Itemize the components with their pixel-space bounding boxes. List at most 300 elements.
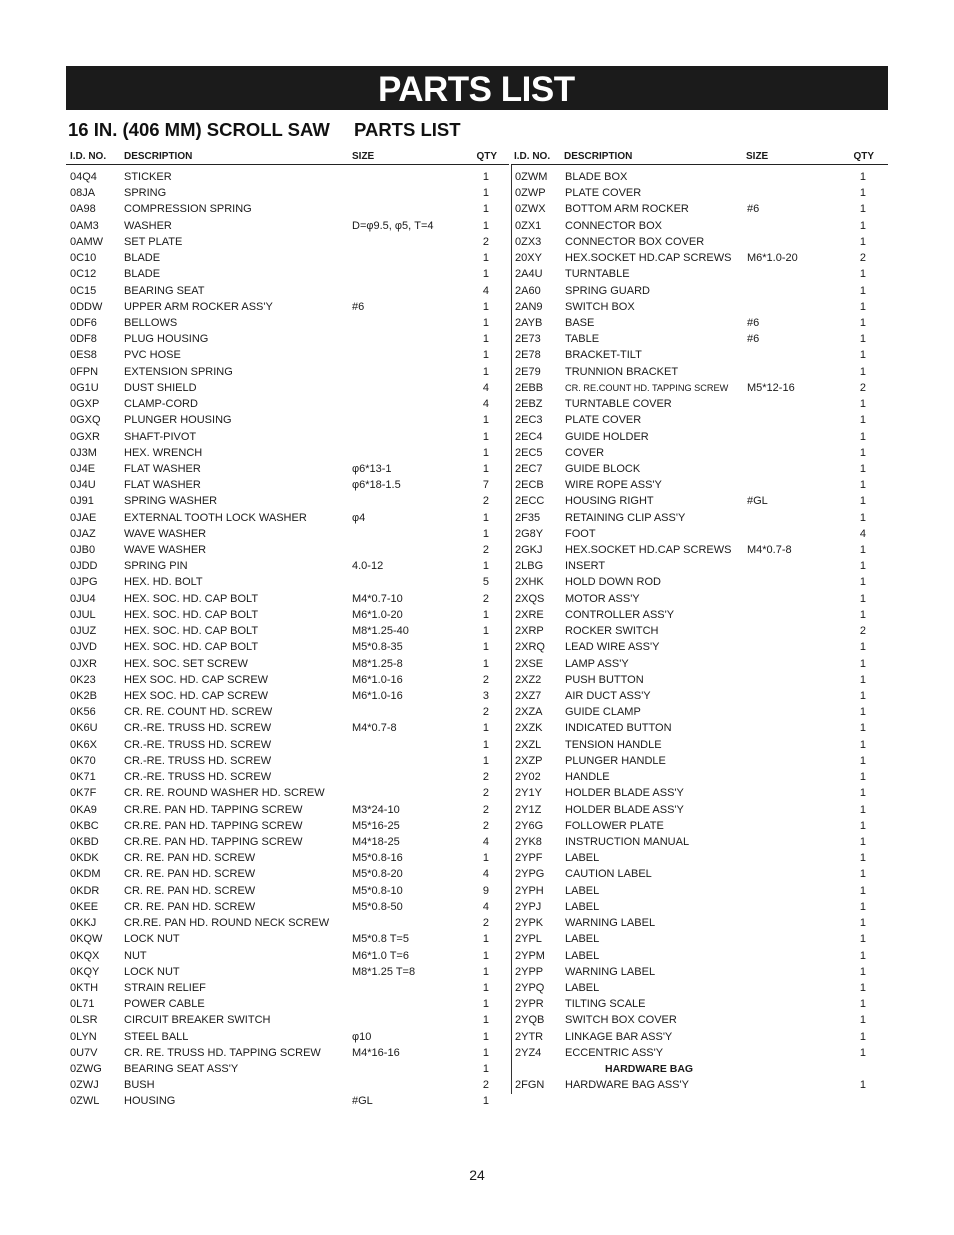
parts-list-heading: PARTS LIST — [354, 119, 461, 140]
part-size: φ4 — [352, 511, 366, 524]
table-row — [512, 494, 888, 510]
part-qty: 2 — [482, 235, 489, 248]
part-description: WARNING LABEL — [565, 965, 656, 978]
table-row — [512, 608, 888, 624]
table-row — [66, 738, 509, 754]
part-qty: 7 — [482, 479, 489, 492]
part-id: 0JPG — [70, 576, 98, 589]
part-id: 0K7F — [70, 787, 97, 800]
part-description: CR. RE. PAN HD. SCREW — [124, 868, 256, 881]
part-qty: 1 — [859, 187, 866, 200]
part-qty: 4 — [482, 284, 489, 297]
part-id: 0L71 — [70, 998, 95, 1011]
part-description: HEX. WRENCH — [124, 446, 203, 459]
table-row — [66, 251, 509, 267]
title-banner — [66, 66, 888, 110]
table-body — [66, 165, 509, 1111]
part-id: 2F35 — [515, 511, 541, 524]
table-row — [66, 997, 509, 1013]
part-id: 0ZWG — [70, 1063, 102, 1076]
part-qty: 2 — [482, 787, 489, 800]
table-row — [66, 494, 509, 510]
part-description: STICKER — [124, 171, 172, 183]
part-id: 0K6X — [70, 738, 97, 751]
part-description: LOCK NUT — [124, 965, 180, 978]
part-description: BRACKET-TILT — [565, 349, 642, 362]
part-description: WASHER — [124, 219, 172, 232]
table-row — [66, 624, 509, 640]
part-qty: 2 — [482, 673, 489, 686]
part-id: 0KKJ — [70, 917, 97, 930]
part-id: 2XRP — [515, 625, 544, 638]
part-size: M8*1.25-8 — [352, 657, 403, 670]
header-description: DESCRIPTION — [564, 151, 633, 162]
part-qty: 2 — [482, 1079, 489, 1092]
table-row — [66, 527, 509, 543]
part-id: 2XZL — [515, 738, 542, 751]
part-id: 0ZWM — [515, 171, 548, 183]
part-id: 2YQB — [515, 1014, 545, 1027]
table-row — [512, 851, 888, 867]
part-id: 2EC3 — [515, 414, 543, 427]
part-size: M4*0.7-8 — [747, 544, 792, 557]
table-row — [66, 381, 509, 397]
part-size: φ10 — [352, 1030, 372, 1043]
part-size: M5*12-16 — [747, 381, 795, 394]
part-description: CR. RE. ROUND WASHER HD. SCREW — [124, 787, 325, 800]
part-id: 0U7V — [70, 1046, 98, 1059]
header-qty: QTY — [853, 151, 874, 162]
part-id: 2YPP — [515, 965, 544, 978]
part-id: 0JVD — [70, 641, 97, 654]
part-qty: 1 — [859, 365, 866, 378]
part-id: 2YPM — [515, 949, 545, 962]
part-description: TRUNNION BRACKET — [565, 365, 679, 378]
part-size: M6*1.0-20 — [352, 608, 403, 621]
part-description: HEX. SOC. HD. CAP BOLT — [124, 625, 259, 638]
part-size: M5*0.8 T=5 — [352, 933, 409, 946]
part-description: WAVE WASHER — [124, 527, 207, 540]
table-row — [66, 430, 509, 446]
part-qty: 1 — [859, 754, 866, 767]
part-size: #GL — [747, 495, 768, 508]
part-description: BLADE BOX — [565, 171, 628, 183]
part-qty: 1 — [859, 981, 866, 994]
part-id: 04Q4 — [70, 171, 97, 183]
part-qty: 1 — [482, 560, 489, 573]
part-description: LABEL — [565, 933, 600, 946]
part-description: SWITCH BOX — [565, 300, 635, 313]
part-description: POWER CABLE — [124, 998, 205, 1011]
part-qty: 4 — [482, 381, 489, 394]
part-description: LABEL — [565, 981, 600, 994]
part-qty: 1 — [859, 917, 866, 930]
table-row — [66, 170, 509, 186]
part-size: #GL — [352, 1095, 373, 1108]
table-row — [512, 916, 888, 932]
table-row — [512, 819, 888, 835]
table-row — [66, 202, 509, 218]
part-description: HEX.SOCKET HD.CAP SCREWS — [565, 252, 732, 265]
table-row — [512, 381, 888, 397]
part-id: 0GXR — [70, 430, 100, 443]
part-qty: 1 — [859, 560, 866, 573]
part-qty: 4 — [482, 868, 489, 881]
part-qty: 3 — [482, 690, 489, 702]
table-row — [66, 478, 509, 494]
part-id: 2YPH — [515, 884, 544, 897]
table-row — [512, 413, 888, 429]
part-qty: 1 — [859, 316, 866, 329]
table-row — [66, 511, 509, 527]
part-id: 2G8Y — [515, 527, 544, 540]
part-description: RETAINING CLIP ASS'Y — [565, 511, 686, 524]
part-id: 0GXP — [70, 398, 100, 411]
part-description: HARDWARE BAG ASS'Y — [565, 1079, 689, 1092]
part-size: #6 — [747, 316, 760, 329]
part-description: CR.-RE. TRUSS HD. SCREW — [124, 722, 272, 735]
part-id: 2YK8 — [515, 835, 542, 848]
part-qty: 1 — [859, 738, 866, 751]
table-header — [66, 150, 509, 165]
part-description: CR. RE. PAN HD. SCREW — [124, 900, 256, 913]
parts-table-right — [511, 150, 888, 1094]
part-id: 2Y1Y — [515, 787, 542, 800]
table-row — [512, 640, 888, 656]
table-row — [66, 981, 509, 997]
part-description: ECCENTRIC ASS'Y — [565, 1046, 664, 1059]
part-description: LABEL — [565, 852, 600, 865]
part-qty: 1 — [482, 657, 489, 670]
part-description: PLUNGER HOUSING — [124, 414, 232, 427]
part-description: CR. RE. PAN HD. SCREW — [124, 884, 256, 897]
part-id: 2YPJ — [515, 900, 542, 913]
part-id: 0JUL — [70, 608, 96, 621]
part-id: 2GKJ — [515, 544, 543, 557]
part-size: #6 — [352, 300, 365, 313]
part-id: 0LSR — [70, 1014, 98, 1027]
part-id: 0J4E — [70, 462, 96, 475]
part-id: 0KDM — [70, 868, 101, 881]
table-row — [512, 527, 888, 543]
part-id: 0DF6 — [70, 316, 97, 329]
part-qty: 1 — [859, 771, 866, 784]
part-qty: 1 — [482, 527, 489, 540]
table-row — [66, 413, 509, 429]
part-id: 0JB0 — [70, 544, 96, 557]
part-description: TILTING SCALE — [565, 998, 646, 1011]
table-subheading — [512, 1062, 888, 1078]
part-qty: 4 — [482, 398, 489, 411]
part-description: CAUTION LABEL — [565, 868, 652, 881]
part-description: LAMP ASS'Y — [565, 657, 629, 670]
part-size: M5*0.8-50 — [352, 900, 403, 913]
part-description: HEX SOC. HD. CAP SCREW — [124, 690, 269, 702]
part-description: WARNING LABEL — [565, 917, 656, 930]
part-description: SET PLATE — [124, 235, 183, 248]
part-size: M8*1.25-40 — [352, 625, 409, 638]
table-row — [66, 316, 509, 332]
part-id: 0JDD — [70, 560, 98, 573]
part-id: 0A98 — [70, 203, 96, 216]
table-row — [512, 430, 888, 446]
part-id: 2XZ7 — [515, 690, 542, 702]
part-qty: 1 — [859, 1079, 866, 1092]
table-row — [66, 332, 509, 348]
part-id: 2Y1Z — [515, 803, 542, 816]
part-description: HEX. SOC. HD. CAP BOLT — [124, 592, 259, 605]
table-row — [512, 348, 888, 364]
table-row — [512, 575, 888, 591]
part-description: HEX. SOC. HD. CAP BOLT — [124, 608, 259, 621]
part-qty: 1 — [859, 965, 866, 978]
table-row — [512, 884, 888, 900]
part-id: 2EC5 — [515, 446, 543, 459]
part-qty: 2 — [482, 819, 489, 832]
part-id: 2YPR — [515, 998, 544, 1011]
part-qty: 2 — [482, 803, 489, 816]
part-size: M4*18-25 — [352, 835, 400, 848]
part-description: BELLOWS — [124, 316, 178, 329]
table-row — [512, 997, 888, 1013]
table-row — [66, 705, 509, 721]
part-description: PLATE COVER — [565, 414, 642, 427]
part-qty: 4 — [859, 527, 866, 540]
part-qty: 9 — [482, 884, 489, 897]
part-id: 0AM3 — [70, 219, 99, 232]
part-id: 0C15 — [70, 284, 97, 297]
part-size: M4*0.7-8 — [352, 722, 397, 735]
part-qty: 1 — [859, 868, 866, 881]
table-row — [512, 365, 888, 381]
part-id: 2EBB — [515, 381, 544, 394]
table-row — [512, 949, 888, 965]
part-id: 0K6U — [70, 722, 98, 735]
part-description: HANDLE — [565, 771, 610, 784]
part-id: 2YZ4 — [515, 1046, 542, 1059]
part-description: LINKAGE BAR ASS'Y — [565, 1030, 673, 1043]
table-row — [66, 365, 509, 381]
table-row — [66, 235, 509, 251]
part-description: BLADE — [124, 268, 161, 281]
part-qty: 1 — [859, 1030, 866, 1043]
part-qty: 2 — [482, 771, 489, 784]
part-id: 2E73 — [515, 333, 541, 346]
part-id: 0ZWP — [515, 187, 546, 200]
part-id: 0KA9 — [70, 803, 97, 816]
part-description: COMPRESSION SPRING — [124, 203, 252, 216]
page-number: 24 — [469, 1167, 485, 1183]
table-row — [512, 186, 888, 202]
part-description: CR. RE. TRUSS HD. TAPPING SCREW — [124, 1046, 321, 1059]
part-id: 2Y6G — [515, 819, 544, 832]
table-row — [512, 170, 888, 186]
part-description: CR.-RE. TRUSS HD. SCREW — [124, 771, 272, 784]
part-id: 2AN9 — [515, 300, 543, 313]
part-id: 0DDW — [70, 300, 103, 313]
part-description: CR.RE. PAN HD. TAPPING SCREW — [124, 835, 303, 848]
part-description: HOLD DOWN ROD — [565, 576, 661, 589]
part-qty: 1 — [859, 462, 866, 475]
table-row — [66, 786, 509, 802]
part-size: M4*0.7-10 — [352, 592, 403, 605]
part-qty: 1 — [859, 852, 866, 865]
part-description: SWITCH BOX COVER — [565, 1014, 677, 1027]
part-id: 2YTR — [515, 1030, 544, 1043]
table-row — [512, 559, 888, 575]
table-row — [66, 819, 509, 835]
table-row — [512, 624, 888, 640]
part-description: CR.RE. PAN HD. TAPPING SCREW — [124, 803, 303, 816]
part-qty: 1 — [859, 171, 866, 183]
part-description: HOLDER BLADE ASS'Y — [565, 787, 684, 800]
part-id: 0K2B — [70, 690, 97, 702]
table-row — [512, 219, 888, 235]
part-description: INSTRUCTION MANUAL — [565, 835, 690, 848]
table-body — [511, 165, 888, 1094]
part-qty: 1 — [859, 803, 866, 816]
header-size: SIZE — [352, 151, 375, 162]
part-qty: 2 — [482, 917, 489, 930]
table-row — [512, 332, 888, 348]
part-qty: 1 — [482, 219, 489, 232]
part-qty: 1 — [482, 171, 489, 183]
table-row — [512, 235, 888, 251]
table-row — [66, 267, 509, 283]
part-qty: 1 — [482, 949, 489, 962]
part-qty: 1 — [482, 365, 489, 378]
part-description: BLADE — [124, 252, 161, 265]
table-row — [512, 1078, 888, 1094]
part-id: 0ES8 — [70, 349, 97, 362]
part-description: PUSH BUTTON — [565, 673, 644, 686]
table-row — [66, 721, 509, 737]
part-qty: 1 — [859, 479, 866, 492]
part-id: 0C12 — [70, 268, 97, 281]
table-row — [66, 446, 509, 462]
part-size: M4*16-16 — [352, 1046, 400, 1059]
part-id: 2XZA — [515, 706, 543, 719]
table-row — [512, 397, 888, 413]
part-description: CR. RE.COUNT HD. TAPPING SCREW — [565, 382, 729, 393]
table-row — [66, 689, 509, 705]
part-qty: 2 — [859, 381, 866, 394]
header-qty: QTY — [476, 151, 497, 162]
part-qty: 1 — [482, 738, 489, 751]
part-id: 0ZWX — [515, 203, 546, 216]
part-id: 2FGN — [515, 1079, 545, 1092]
part-qty: 1 — [859, 495, 866, 508]
part-id: 0KTH — [70, 981, 99, 994]
part-id: 0K70 — [70, 754, 96, 767]
part-qty: 1 — [859, 608, 866, 621]
part-id: 2EBZ — [515, 398, 543, 411]
table-row — [512, 1046, 888, 1062]
part-size: 4.0-12 — [352, 560, 384, 573]
part-id: 0DF8 — [70, 333, 97, 346]
part-qty: 1 — [482, 981, 489, 994]
table-row — [66, 1094, 509, 1110]
table-row — [66, 673, 509, 689]
part-id: 20XY — [515, 252, 542, 265]
part-qty: 1 — [482, 933, 489, 946]
table-row — [512, 284, 888, 300]
table-row — [66, 559, 509, 575]
parts-table-left — [66, 150, 509, 1111]
part-qty: 1 — [859, 284, 866, 297]
part-description: PLUNGER HANDLE — [565, 754, 666, 767]
part-qty: 1 — [859, 349, 866, 362]
table-row — [66, 754, 509, 770]
part-qty: 2 — [482, 706, 489, 719]
table-row — [512, 965, 888, 981]
part-qty: 1 — [859, 268, 866, 281]
part-qty: 1 — [482, 1030, 489, 1043]
part-description: INDICATED BUTTON — [565, 722, 672, 735]
part-qty: 1 — [482, 462, 489, 475]
table-row — [66, 1013, 509, 1029]
part-size: M5*0.8-10 — [352, 884, 403, 897]
table-row — [66, 348, 509, 364]
header-description: DESCRIPTION — [124, 151, 193, 162]
header-size: SIZE — [746, 151, 769, 162]
table-row — [66, 186, 509, 202]
table-row — [512, 900, 888, 916]
part-description: TURNTABLE COVER — [565, 398, 672, 411]
part-id: 2XZ2 — [515, 673, 542, 686]
table-row — [66, 932, 509, 948]
part-qty: 1 — [859, 933, 866, 946]
part-qty: 5 — [482, 576, 489, 589]
part-qty: 1 — [859, 657, 866, 670]
table-row — [512, 705, 888, 721]
part-description: CR.RE. PAN HD. TAPPING SCREW — [124, 819, 303, 832]
part-description: FOLLOWER PLATE — [565, 819, 664, 832]
part-description: CIRCUIT BREAKER SWITCH — [124, 1014, 271, 1027]
table-row — [66, 916, 509, 932]
part-size: #6 — [747, 203, 760, 216]
part-description: NUT — [124, 949, 147, 962]
table-row — [512, 932, 888, 948]
part-qty: 1 — [859, 1046, 866, 1059]
part-qty: 1 — [482, 1063, 489, 1076]
part-qty: 2 — [482, 495, 489, 508]
part-id: 2E79 — [515, 365, 541, 378]
part-description: CR.RE. PAN HD. ROUND NECK SCREW — [124, 917, 330, 930]
part-id: 2YPK — [515, 917, 544, 930]
part-description: STEEL BALL — [124, 1030, 189, 1043]
part-id: 0C10 — [70, 252, 97, 265]
table-row — [66, 657, 509, 673]
part-qty: 1 — [482, 414, 489, 427]
part-size: φ6*13-1 — [352, 462, 392, 475]
table-row — [66, 770, 509, 786]
part-id: 2A60 — [515, 284, 541, 297]
part-id: 0ZWL — [70, 1095, 100, 1108]
part-id: 2XQS — [515, 592, 545, 605]
part-qty: 1 — [859, 819, 866, 832]
part-description: SPRING GUARD — [565, 284, 650, 297]
part-id: 2YPF — [515, 852, 543, 865]
table-row — [512, 511, 888, 527]
part-description: MOTOR ASS'Y — [565, 592, 640, 605]
part-qty: 2 — [482, 592, 489, 605]
table-row — [512, 478, 888, 494]
part-id: 0FPN — [70, 365, 99, 378]
part-id: 2XZK — [515, 722, 543, 735]
table-row — [66, 835, 509, 851]
part-id: 2XSE — [515, 657, 544, 670]
